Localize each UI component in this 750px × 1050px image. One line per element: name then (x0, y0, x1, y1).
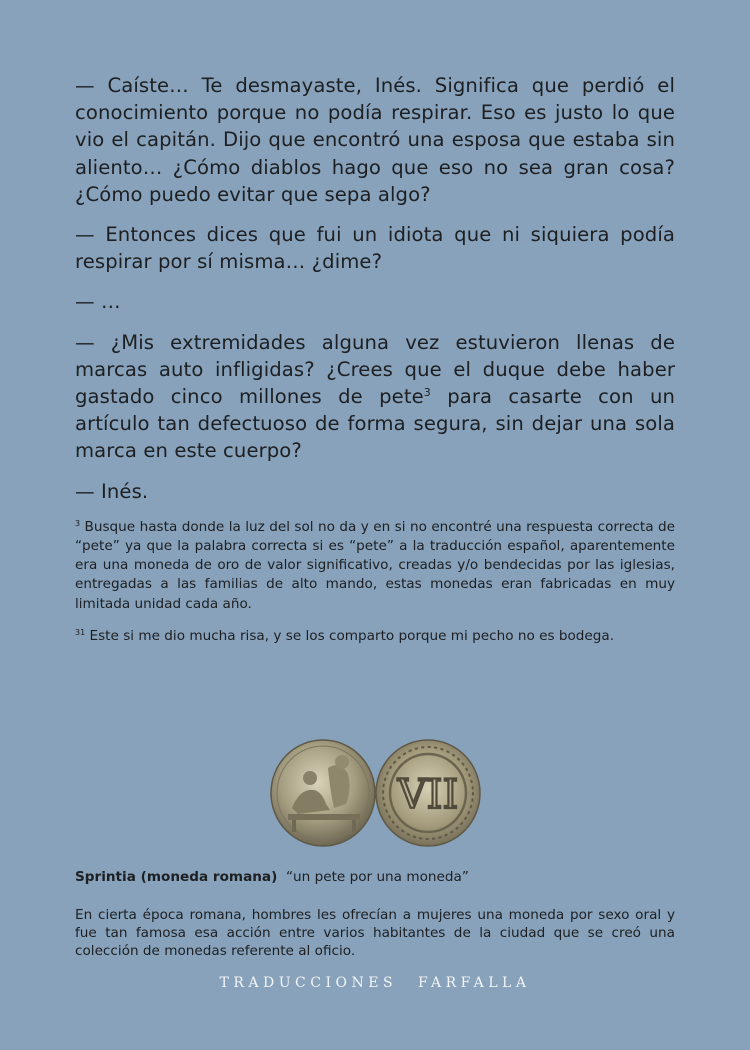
image-caption (75, 869, 675, 885)
publisher-footer (0, 975, 750, 991)
caption-quote: “un pete por una moneda” (285, 869, 469, 885)
coin-left (271, 740, 375, 846)
footnote-31 (75, 627, 675, 646)
paragraph-4 (75, 329, 675, 465)
image-description: En cierta época romana, hombres les ofrecían a mujeres una moneda por sexo oral y fue tan famosa esa acción entre varios habitantes de la ciudad que se creó una colección de monedas referente al oficio. (75, 907, 675, 959)
paragraph-2: — Entonces dices que fui un idiota que ni siquiera podía respirar por sí misma… ¿dime? (75, 223, 675, 274)
coin-right (376, 740, 480, 846)
footnote-3 (75, 518, 675, 614)
footer-word-2: FARFALLA (418, 975, 531, 991)
paragraph-3: — … (75, 290, 121, 314)
caption-title: Sprintia (moneda romana) (75, 869, 278, 885)
main-text (75, 72, 675, 659)
footnote-31-text: Este si me dio mucha risa, y se los comparto porque mi pecho no es bodega. (89, 627, 615, 644)
footnote-31-mark: 31 (75, 627, 86, 637)
footer-word-1: TRADUCCIONES (219, 975, 398, 991)
paragraph-4-before: — ¿Mis extremidades alguna vez estuvieron llenas de marcas auto infligidas? ¿Crees que el duque debe haber gastado cinco millones de pete (75, 330, 675, 409)
footnote-3-mark: 3 (75, 518, 81, 528)
paragraph-4-after: para casarte con un artículo tan defectuoso de forma segura, sin dejar una sola marca en este cuerpo? (75, 385, 675, 463)
paragraph-1: — Caíste… Te desmayaste, Inés. Significa que perdió el conocimiento porque no podía respirar. Eso es justo lo que vio el capitán. Dijo que encontró una esposa que estaba sin aliento… ¿Cómo diablos hago que eso no sea gran cosa? ¿Cómo puedo evitar que sepa algo? (75, 74, 675, 206)
footnote-3-text: Busque hasta donde la luz del sol no da y en si no encontré una respuesta correcta de “pete” ya que la palabra correcta si es “pete” a la traducción español, aparentemente era una moneda de oro de valor significativo, creadas y/o bendecidas por las iglesias, entregadas a las familias de alto mando, estas monedas eran fabricadas en muy limitada unidad cada año. (75, 518, 675, 612)
coin-numeral: VII (397, 772, 459, 818)
paragraph-5: — Inés. (75, 479, 149, 503)
footnote-ref-3[interactable]: 3 (423, 386, 431, 400)
roman-coins-image (270, 738, 482, 848)
